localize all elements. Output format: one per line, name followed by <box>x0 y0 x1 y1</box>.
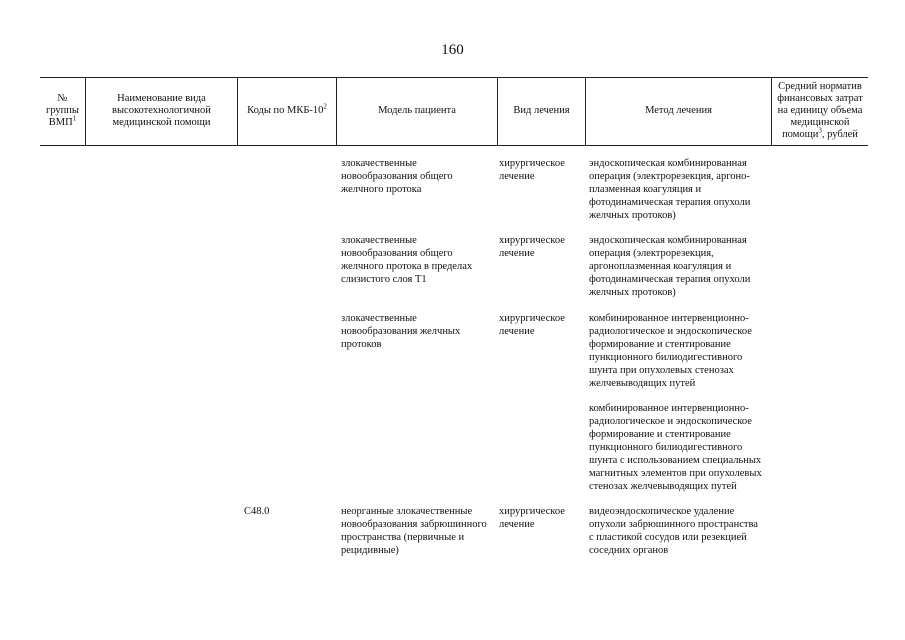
header-treatment-method <box>586 77 771 145</box>
cell-treatment-type: хирургическое лечение <box>499 506 565 530</box>
header-treatment-method-text: Метод лечения <box>645 105 712 116</box>
cell-treatment-method: комбинированное интервенционно- радиологическое и эндоскопическое формирование и стентирование пункционного билиодигестивного шунта с использованием специальных магнитных элементов при опухолевых стенозах желчевыводящих путей <box>589 403 762 492</box>
header-mkb-codes-text: Коды по МКБ-10 <box>247 105 324 116</box>
header-group-no <box>40 77 85 145</box>
header-group-no-text: № группы ВМП <box>46 93 79 128</box>
table-header-bottom-rule <box>40 145 868 146</box>
cell-treatment-method: эндоскопическая комбинированная операция (электрорезекция, аргоно- плазменная коагуляция и фотодинамическая терапия опухоли желчных протоков) <box>589 158 751 221</box>
cell-treatment-type: хирургическое лечение <box>499 158 565 182</box>
cell-patient-model: злокачественные новообразования желчных протоков <box>341 313 461 350</box>
cell-mkb-code: C48.0 <box>244 506 270 517</box>
header-mkb-codes <box>238 77 336 145</box>
footnote-marker: 3 <box>818 126 822 135</box>
cell-treatment-method: видеоэндоскопическое удаление опухоли забрюшинного пространства с пластикой сосудов или резекцией соседних органов <box>589 506 758 556</box>
header-patient-model-text: Модель пациента <box>378 105 456 116</box>
header-treatment-type-text: Вид лечения <box>513 105 570 116</box>
header-care-type-text: Наименование вида высокотехнологичной медицинской помощи <box>112 93 211 128</box>
header-avg-cost-text: Средний норматив финансовых затрат на единицу объема медицинской помощи <box>777 81 863 140</box>
cell-treatment-type: хирургическое лечение <box>499 313 565 337</box>
cell-treatment-type: хирургическое лечение <box>499 235 565 259</box>
header-avg-cost-suffix: , рублей <box>821 129 858 140</box>
footnote-marker: 2 <box>323 102 327 111</box>
header-care-type <box>86 77 237 145</box>
cell-patient-model: злокачественные новообразования общего желчного протока в пределах слизистого слоя T1 <box>341 235 473 285</box>
header-treatment-type <box>498 77 585 145</box>
page-number: 160 <box>441 42 464 58</box>
cell-treatment-method: эндоскопическая комбинированная операция (электрорезекция, аргоноплазменная коагуляция и фотодинамическая терапия опухоли желчных протоков) <box>589 235 751 298</box>
cell-patient-model: неорганные злокачественные новообразования забрюшинного пространства (первичные и рецидивные) <box>341 506 487 556</box>
cell-patient-model: злокачественные новообразования общего желчного протока <box>341 158 453 195</box>
header-patient-model <box>337 77 497 145</box>
header-avg-cost <box>772 77 868 145</box>
footnote-marker: 1 <box>72 114 77 123</box>
cell-treatment-method: комбинированное интервенционно- радиологическое и эндоскопическое формирование и стентирование пункционного билиодигестивного шунта при опухолевых стенозах желчевыводящих путей <box>589 313 752 389</box>
